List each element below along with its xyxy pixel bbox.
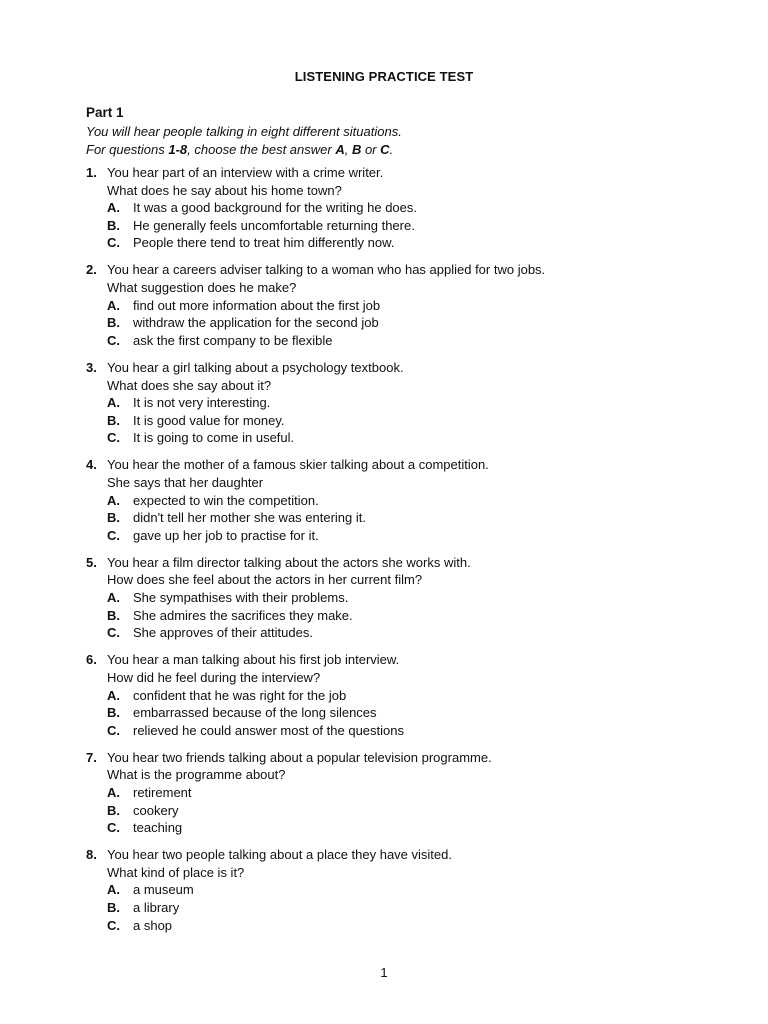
option-c: [86, 527, 726, 545]
question-text: You hear two friends talking about a popular television programme.: [107, 749, 492, 765]
option-letter: A.: [107, 687, 120, 703]
option-a: [86, 589, 726, 607]
option-letter: C.: [107, 820, 120, 836]
instruction-range: 1-8: [168, 142, 188, 157]
option-c: [86, 332, 726, 350]
option-letter: A.: [107, 590, 120, 606]
option-letter: B.: [107, 607, 120, 623]
question-4: [86, 456, 726, 544]
question-7: [86, 749, 726, 837]
option-a: [86, 687, 726, 705]
option-b: [86, 704, 726, 722]
option-text: People there tend to treat him differently now.: [133, 235, 395, 251]
question-number: 8.: [86, 847, 97, 863]
instruction-line-1: You will hear people talking in eight different situations.: [86, 124, 402, 139]
option-letter: A.: [107, 297, 120, 313]
instruction-end: .: [389, 142, 394, 157]
option-c: [86, 429, 726, 447]
option-letter: B.: [107, 510, 120, 526]
option-c: [86, 234, 726, 252]
option-b: [86, 607, 726, 625]
question-prompt: What does she say about it?: [107, 377, 272, 393]
option-text: relieved he could answer most of the questions: [133, 722, 404, 738]
question-prompt: What kind of place is it?: [107, 864, 245, 880]
option-c: [86, 917, 726, 935]
option-b: [86, 217, 726, 235]
option-letter: B.: [107, 705, 120, 721]
question-number: 4.: [86, 457, 97, 473]
option-text: It is good value for money.: [133, 412, 285, 428]
question-number: 6.: [86, 652, 97, 668]
option-a: [86, 881, 726, 899]
question-line: [86, 846, 726, 864]
option-text: embarrassed because of the long silences: [133, 705, 377, 721]
option-letter: B.: [107, 802, 120, 818]
option-letter: A.: [107, 492, 120, 508]
option-letter: C.: [107, 917, 120, 933]
question-line: [86, 456, 726, 474]
part-instructions: [86, 123, 402, 159]
option-text: It is going to come in useful.: [133, 430, 295, 446]
option-text: She sympathises with their problems.: [133, 590, 349, 606]
option-letter: A.: [107, 200, 120, 216]
question-list: [86, 164, 726, 944]
instruction-or: or: [361, 142, 381, 157]
option-b: [86, 802, 726, 820]
question-3: [86, 359, 726, 447]
question-prompt: She says that her daughter: [107, 475, 264, 490]
option-text: a shop: [133, 917, 173, 933]
instruction-answer-a: A: [335, 142, 345, 157]
option-b: [86, 899, 726, 917]
option-letter: C.: [107, 527, 120, 543]
option-a: [86, 784, 726, 802]
option-letter: B.: [107, 412, 120, 428]
question-text: You hear a film director talking about the actors she works with.: [107, 554, 471, 570]
option-b: [86, 314, 726, 332]
option-text: expected to win the competition.: [133, 492, 319, 508]
question-line: [86, 554, 726, 572]
option-letter: A.: [107, 785, 120, 800]
option-a: [86, 394, 726, 412]
question-number: 3.: [86, 359, 97, 375]
instruction-answer-b: B: [351, 142, 362, 157]
option-text: She approves of their attitudes.: [133, 625, 313, 641]
option-letter: B.: [107, 217, 120, 233]
instruction-answer-c: C: [380, 142, 390, 157]
option-a: [86, 492, 726, 510]
question-number: 5.: [86, 554, 97, 570]
option-letter: B.: [107, 315, 120, 331]
option-c: [86, 722, 726, 740]
question-5: [86, 554, 726, 642]
question-prompt: How did he feel during the interview?: [107, 669, 321, 685]
question-2: [86, 261, 726, 349]
option-c: [86, 819, 726, 837]
option-letter: B.: [107, 900, 120, 916]
option-text: a museum: [133, 882, 194, 898]
question-text: You hear part of an interview with a crime writer.: [107, 165, 384, 180]
option-letter: C.: [107, 430, 120, 446]
question-prompt: What suggestion does he make?: [107, 280, 297, 296]
option-text: didn't tell her mother she was entering it.: [133, 510, 366, 526]
instruction-comma: ,: [344, 142, 352, 157]
page-number: 1: [380, 965, 388, 980]
option-c: [86, 624, 726, 642]
option-text: It was a good background for the writing he does.: [133, 200, 418, 216]
page-title: LISTENING PRACTICE TEST: [294, 69, 474, 84]
question-line: [86, 749, 726, 767]
option-letter: C.: [107, 235, 120, 251]
question-8: [86, 846, 726, 934]
question-line: [86, 261, 726, 279]
question-text: You hear a girl talking about a psychology textbook.: [107, 359, 404, 375]
question-1: [86, 164, 726, 252]
option-letter: A.: [107, 882, 120, 898]
option-text: withdraw the application for the second job: [133, 315, 379, 331]
option-text: find out more information about the first job: [133, 297, 381, 313]
option-text: ask the first company to be flexible: [133, 332, 333, 348]
question-line: [86, 164, 726, 182]
part-heading: Part 1: [86, 105, 124, 120]
question-number: 1.: [86, 165, 97, 180]
question-number: 7.: [86, 749, 97, 765]
question-text: You hear a man talking about his first job interview.: [107, 652, 400, 668]
question-text: You hear two people talking about a place they have visited.: [107, 847, 452, 863]
question-number: 2.: [86, 262, 97, 278]
option-text: gave up her job to practise for it.: [133, 527, 319, 543]
question-line: [86, 359, 726, 377]
question-line: [86, 651, 726, 669]
option-letter: A.: [107, 395, 120, 411]
option-b: [86, 509, 726, 527]
option-text: He generally feels uncomfortable returning there.: [133, 217, 415, 233]
option-a: [86, 297, 726, 315]
option-text: a library: [133, 900, 180, 916]
question-prompt: What is the programme about?: [107, 767, 286, 783]
instruction-mid: , choose the best answer: [187, 142, 336, 157]
option-text: confident that he was right for the job: [133, 687, 347, 703]
instruction-prefix: For questions: [86, 142, 169, 157]
option-b: [86, 412, 726, 430]
question-prompt: What does he say about his home town?: [107, 182, 342, 198]
instruction-line-2: [86, 141, 402, 159]
option-text: teaching: [133, 820, 183, 836]
option-letter: C.: [107, 332, 120, 348]
question-text: You hear the mother of a famous skier talking about a competition.: [107, 457, 489, 473]
option-text: cookery: [133, 802, 179, 818]
question-prompt: How does she feel about the actors in her current film?: [107, 572, 423, 588]
option-a: [86, 199, 726, 217]
question-text: You hear a careers adviser talking to a woman who has applied for two jobs.: [107, 262, 546, 278]
option-letter: C.: [107, 722, 120, 738]
option-text: It is not very interesting.: [133, 395, 271, 411]
option-text: retirement: [133, 785, 192, 800]
option-letter: C.: [107, 625, 120, 641]
option-text: She admires the sacrifices they make.: [133, 607, 353, 623]
question-6: [86, 651, 726, 739]
